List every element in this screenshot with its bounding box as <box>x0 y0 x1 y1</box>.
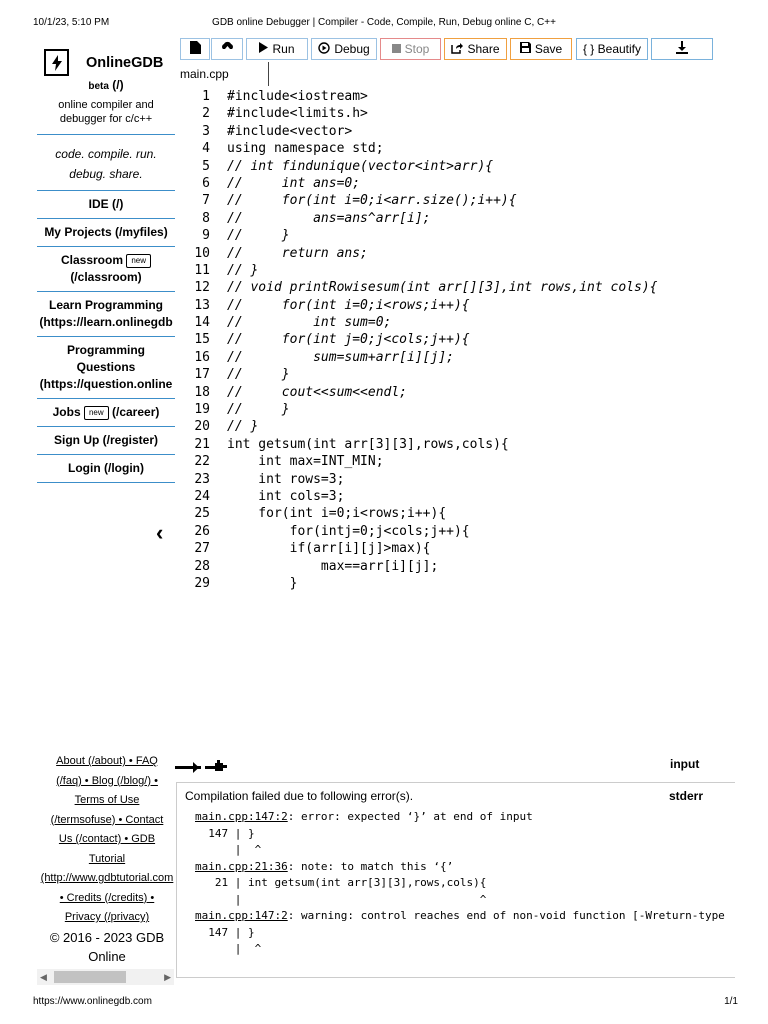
beautify-label: { } Beautify <box>582 42 642 56</box>
print-page-title: GDB online Debugger | Compiler - Code, Compile, Run, Debug online C, C++ <box>212 17 556 28</box>
nav-questions-link: (https://question.online <box>39 377 173 391</box>
code-line[interactable] <box>188 384 748 401</box>
print-footer <box>0 994 768 1014</box>
error-location-link[interactable]: main.cpp:147:2 <box>195 810 288 823</box>
line-number: 11 <box>194 262 210 278</box>
line-number: 22 <box>194 454 210 470</box>
code-text: int cols=3; <box>227 488 345 504</box>
logo-row[interactable] <box>37 40 175 90</box>
footer-link-tutorial[interactable]: Tutorial <box>88 852 126 865</box>
line-number: 12 <box>194 280 210 296</box>
line-number: 23 <box>194 471 210 487</box>
share-icon <box>451 42 463 57</box>
code-text: int getsum(int arr[3][3],rows,cols){ <box>227 436 509 452</box>
line-number: 15 <box>194 332 210 348</box>
logo-name: OnlineGDB <box>86 55 164 71</box>
print-page-number: 1/1 <box>724 996 738 1007</box>
line-number: 13 <box>194 297 210 313</box>
file-icon <box>190 41 201 57</box>
code-line[interactable] <box>188 245 748 262</box>
share-label: Share <box>467 42 500 56</box>
code-text: max==arr[i][j]; <box>227 558 439 574</box>
code-text: // cout<<sum<<endl; <box>227 384 408 400</box>
code-line[interactable] <box>188 158 748 175</box>
play-icon <box>259 42 268 56</box>
code-line[interactable] <box>188 105 748 122</box>
lightning-logo-icon <box>44 49 69 76</box>
code-line[interactable] <box>188 471 748 488</box>
horizontal-scrollbar[interactable] <box>37 969 174 985</box>
nav-sign-up[interactable]: Sign Up (/register) <box>37 427 175 455</box>
code-line[interactable] <box>188 88 748 105</box>
motto <box>37 135 175 191</box>
code-text: } <box>227 575 298 591</box>
stderr-text: 21 | int getsum(int arr[3][3],rows,cols){ <box>195 876 487 889</box>
debug-label: Debug <box>334 42 370 56</box>
code-line[interactable] <box>188 366 748 383</box>
tagline <box>37 98 175 135</box>
copyright <box>37 928 177 966</box>
line-number: 21 <box>194 436 210 452</box>
line-number: 9 <box>202 228 210 244</box>
share-button[interactable] <box>444 38 507 60</box>
line-number: 27 <box>194 541 210 557</box>
code-text: int rows=3; <box>227 471 345 487</box>
stderr-line <box>195 859 725 876</box>
code-line[interactable] <box>188 314 748 331</box>
line-number: 10 <box>194 245 210 261</box>
new-badge: new <box>84 406 109 420</box>
line-number: 16 <box>194 349 210 365</box>
scroll-right-arrow-icon[interactable]: ▶ <box>164 972 171 982</box>
code-text: // for(int i=0;i<rows;i++){ <box>227 297 470 313</box>
upload-cloud-icon <box>220 41 235 57</box>
code-text: // sum=sum+arr[i][j]; <box>227 349 454 365</box>
nav-classroom[interactable] <box>37 247 175 292</box>
stop-square-icon <box>392 42 401 56</box>
code-text: #include<iostream> <box>227 89 368 104</box>
line-number: 24 <box>194 488 210 504</box>
nav-classroom-label: Classroom <box>60 253 123 267</box>
stop-button[interactable] <box>380 38 441 60</box>
code-text: int max=INT_MIN; <box>227 454 384 470</box>
code-line[interactable] <box>188 123 748 140</box>
stderr-line <box>195 892 725 909</box>
code-text: // } <box>227 402 290 418</box>
line-number: 1 <box>202 89 210 104</box>
stderr-text: 147 | } <box>195 826 255 840</box>
stderr-line <box>195 826 725 843</box>
download-icon <box>676 41 688 57</box>
code-text: if(arr[i][j]>max){ <box>227 541 431 557</box>
code-line[interactable] <box>188 331 748 348</box>
print-timestamp: 10/1/23, 5:10 PM <box>33 17 110 28</box>
nav-questions-label-1: Programming <box>66 343 145 357</box>
footer-links <box>37 752 177 928</box>
code-editor[interactable] <box>188 88 748 592</box>
run-label: Run <box>272 42 295 56</box>
download-button[interactable] <box>651 38 713 60</box>
code-text: // } <box>227 228 290 244</box>
code-line[interactable] <box>188 453 748 470</box>
stderr-text: 147 | } <box>195 925 255 939</box>
stop-label: Stop <box>404 42 430 56</box>
save-button[interactable] <box>510 38 572 60</box>
beta-link[interactable]: (/) <box>112 78 124 92</box>
code-line[interactable] <box>188 349 748 366</box>
stderr-text: | ^ <box>195 942 262 955</box>
save-label: Save <box>534 42 563 56</box>
code-line[interactable] <box>188 262 748 279</box>
line-number: 2 <box>202 106 210 122</box>
stderr-output <box>195 809 725 958</box>
new-badge: new <box>126 254 151 268</box>
nav-my-projects[interactable]: My Projects (/myfiles) <box>37 219 175 247</box>
error-location-link[interactable]: main.cpp:21:36 <box>195 859 288 873</box>
footer-link-terms[interactable]: Terms of Use <box>74 794 140 806</box>
footer-link-faq-blog[interactable]: (/faq) • Blog (/blog/) • <box>56 774 158 787</box>
line-number: 17 <box>194 367 210 383</box>
beta-text: beta <box>88 81 109 92</box>
line-number: 6 <box>202 175 210 191</box>
line-number: 29 <box>194 575 210 591</box>
debug-button[interactable] <box>311 38 377 60</box>
tagline-line-2: debugger for c/c++ <box>59 113 153 125</box>
stderr-line <box>195 842 725 859</box>
code-line[interactable] <box>188 540 748 557</box>
nav-jobs-link: (/career) <box>112 405 160 419</box>
line-number: 20 <box>194 419 210 435</box>
code-text: // } <box>227 262 259 278</box>
footer-link-terms-contact[interactable]: (/termsofuse) • Contact <box>50 813 164 826</box>
nav-programming-questions[interactable] <box>37 337 175 399</box>
code-text: // } <box>227 367 290 383</box>
code-line[interactable] <box>188 175 748 192</box>
stderr-line <box>195 925 725 942</box>
nav-classroom-link: (/classroom) <box>70 270 142 284</box>
nav-learn-link: (https://learn.onlinegdb <box>39 315 173 329</box>
nav-jobs[interactable] <box>37 399 175 427</box>
print-url: https://www.onlinegdb.com <box>33 996 152 1007</box>
stderr-text: : warning: control reaches end of non-void function [-Wreturn-type <box>287 909 725 922</box>
code-text: // for(int i=0;i<arr.size();i++){ <box>227 193 517 209</box>
code-text: #include<limits.h> <box>227 106 368 122</box>
line-number: 7 <box>202 193 210 209</box>
stderr-text: | ^ <box>195 843 262 856</box>
motto-line-1: code. compile. run. <box>55 147 157 161</box>
nav-ide[interactable]: IDE (/) <box>37 191 175 219</box>
code-line[interactable] <box>188 401 748 418</box>
compilation-failed-message: Compilation failed due to following error(s). <box>185 789 414 803</box>
tab-divider <box>268 62 269 86</box>
code-text: // int ans=0; <box>227 175 361 191</box>
code-text: // return ans; <box>227 245 368 261</box>
nav-jobs-label: Jobs <box>52 405 81 419</box>
debug-icon <box>318 42 330 57</box>
code-line[interactable] <box>188 227 748 244</box>
stderr-text: : note: to match this ‘{’ <box>287 859 454 873</box>
nav-questions-label-2: Questions <box>76 360 136 374</box>
line-number: 26 <box>194 523 210 539</box>
stderr-line <box>195 809 725 826</box>
scrollbar-thumb[interactable] <box>54 971 126 983</box>
code-line[interactable] <box>188 192 748 209</box>
footer-link-privacy[interactable]: Privacy (/privacy) <box>64 911 150 923</box>
collapse-sidebar-chevron-icon[interactable]: ‹ <box>156 520 164 545</box>
footer-link-contact-gdb[interactable]: Us (/contact) • GDB <box>58 833 156 845</box>
error-location-link[interactable]: main.cpp:147:2 <box>195 909 288 922</box>
line-number: 18 <box>194 384 210 400</box>
stderr-line <box>195 908 725 925</box>
new-file-button[interactable] <box>180 38 210 60</box>
motto-line-2: debug. share. <box>69 167 143 181</box>
output-panel <box>176 782 735 978</box>
stderr-line <box>195 941 725 958</box>
code-text: // } <box>227 419 259 435</box>
code-text: // void printRowisesum(int arr[][3],int rows,int cols){ <box>227 280 658 296</box>
stderr-text: : error: expected ‘}’ at end of input <box>287 810 533 823</box>
code-text: #include<vector> <box>227 123 353 139</box>
code-text: // ans=ans^arr[i]; <box>227 210 431 226</box>
footer-link-about-faq[interactable]: About (/about) • FAQ <box>56 755 158 767</box>
line-number: 14 <box>194 315 210 331</box>
code-line[interactable] <box>188 558 748 575</box>
line-number: 8 <box>202 210 210 226</box>
sidebar <box>37 40 175 483</box>
floppy-disk-icon <box>520 42 531 56</box>
file-tab-main-cpp[interactable]: main.cpp <box>180 67 229 81</box>
code-line[interactable] <box>188 505 748 522</box>
code-text: for(intj=0;j<cols;j++){ <box>227 523 470 539</box>
line-number: 19 <box>194 402 210 418</box>
print-header <box>0 0 768 36</box>
panel-resize-handle-icon[interactable] <box>175 758 231 779</box>
line-number: 28 <box>194 558 210 574</box>
stderr-label: stderr <box>669 789 704 803</box>
code-line[interactable] <box>188 523 748 540</box>
scroll-left-arrow-icon[interactable]: ◀ <box>40 972 47 982</box>
code-text: for(int i=0;i<rows;i++){ <box>227 506 447 522</box>
code-line[interactable] <box>188 140 748 157</box>
run-button[interactable] <box>246 38 308 60</box>
code-line[interactable] <box>188 488 748 505</box>
nav-login[interactable]: Login (/login) <box>37 455 175 483</box>
beautify-button[interactable] <box>576 38 648 60</box>
code-line[interactable] <box>188 279 748 296</box>
input-tab[interactable]: input <box>670 757 700 771</box>
footer-link-gdbtutorial-url[interactable]: (http://www.gdbtutorial.com <box>40 872 174 884</box>
code-line[interactable] <box>188 210 748 227</box>
stderr-text: | ^ <box>195 892 487 906</box>
copyright-line-2: Online <box>88 949 126 964</box>
code-text: // int sum=0; <box>227 315 392 331</box>
code-text: // for(int j=0;j<cols;j++){ <box>227 332 470 348</box>
line-number: 5 <box>202 158 210 174</box>
line-number: 3 <box>202 123 210 139</box>
stderr-line <box>195 875 725 892</box>
copyright-line-1: © 2016 - 2023 GDB <box>49 930 165 945</box>
code-line[interactable] <box>188 436 748 453</box>
code-line[interactable] <box>188 575 748 592</box>
line-number: 25 <box>194 506 210 522</box>
nav-learn-label: Learn Programming <box>48 298 164 312</box>
upload-button[interactable] <box>211 38 243 60</box>
code-line[interactable] <box>188 418 748 435</box>
tagline-line-1: online compiler and <box>58 99 154 111</box>
code-text: using namespace std; <box>227 141 384 157</box>
line-number: 4 <box>202 141 210 157</box>
footer-link-credits[interactable]: • Credits (/credits) • <box>59 891 155 904</box>
code-text: // int findunique(vector<int>arr){ <box>227 158 494 174</box>
code-line[interactable] <box>188 297 748 314</box>
nav-learn-programming[interactable] <box>37 292 175 337</box>
